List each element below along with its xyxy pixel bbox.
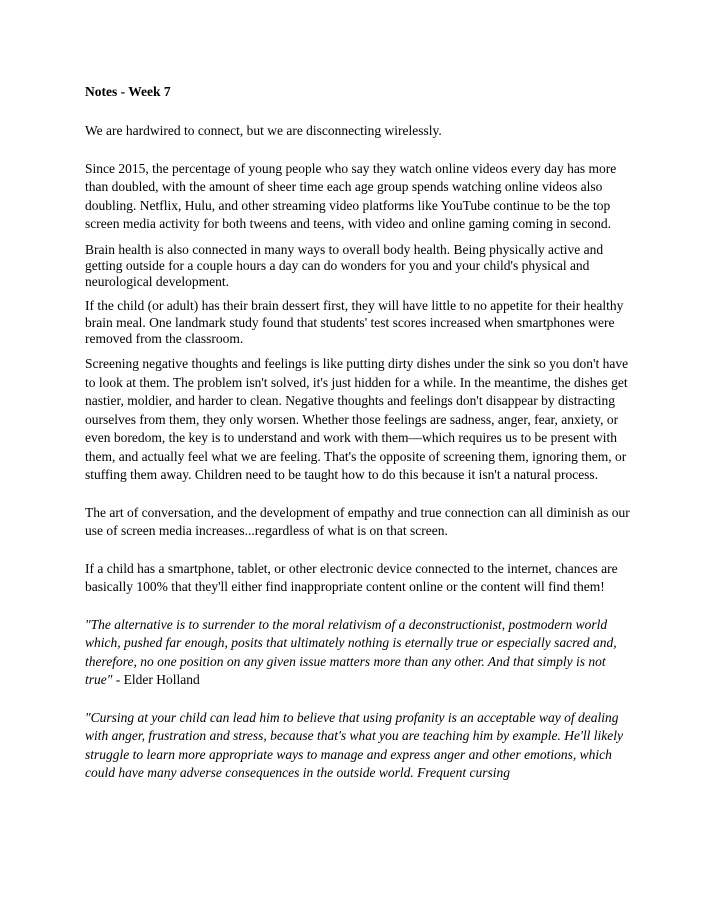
page-title: Notes - Week 7 — [85, 84, 171, 99]
paragraph-hardwired: We are hardwired to connect, but we are disconnecting wirelessly. — [85, 123, 442, 138]
document-page — [85, 83, 630, 783]
quote-elder-holland — [85, 616, 630, 690]
paragraph-screening-feelings: Screening negative thoughts and feelings is like putting dirty dishes under the sink so you don't have to look at them. The problem isn't solved, it's just hidden for a while. In the meantime, the dishes get nastier, moldier, and harder to clean. Negative thoughts and feelings don't disappear by distracting ourselves from them, they only worsen. Whether those feelings are sadness, anger, fear, anxiety, or even boredom, the key is to understand and work with them—which requires us to be present with them, and actually feel what we are feeling. That's the opposite of screening them, ignoring them, or stuffing them away. Children need to be taught how to do this because it isn't a natural process. — [85, 356, 629, 483]
paragraph-brain-dessert: If the child (or adult) has their brain dessert first, they will have little to no appetite for their healthy brain meal. One landmark study found that students' test scores increased when smartphones were removed from the classroom. — [85, 298, 624, 346]
quote-attribution: - Elder Holland — [112, 672, 200, 688]
paragraph-smartphone: If a child has a smartphone, tablet, or other electronic device connected to the internet, chances are basically 100% that they'll either find inappropriate content online or the content will find them! — [85, 560, 618, 595]
paragraph-brain-health: Brain health is also connected in many ways to overall body health. Being physically active and getting outside for a couple hours a day can do wonders for you and your child's physical and neurological development. — [85, 241, 604, 290]
paragraph-art-of-conversation: The art of conversation, and the development of empathy and true connection can all diminish as our use of screen media increases...regardless of what is on that screen. — [85, 504, 630, 539]
quote-text: "The alternative is to surrender to the moral relativism of a deconstructionist, postmodern world which, pushed far enough, posits that ultimately nothing is eternally true or especially sacred and, therefore, no one position on any given issue matters more than any other. And that simply is not true" — [85, 616, 617, 688]
quote-cursing: "Cursing at your child can lead him to believe that using profanity is an acceptable way of dealing with anger, frustration and stress, because that's what you are teaching him by example. He'll likely struggle to learn more appropriate ways to manage and express anger and other emotions, which could have many adverse consequences in the outside world. Frequent cursing — [85, 709, 623, 781]
paragraph-online-videos: Since 2015, the percentage of young people who say they watch online videos every day has more than doubled, with the amount of sheer time each age group spends watching online videos also doubling. Netflix, Hulu, and other streaming video platforms like YouTube continue to be the top screen media activity for both tweens and teens, with video and online gaming coming in second. — [85, 160, 617, 231]
